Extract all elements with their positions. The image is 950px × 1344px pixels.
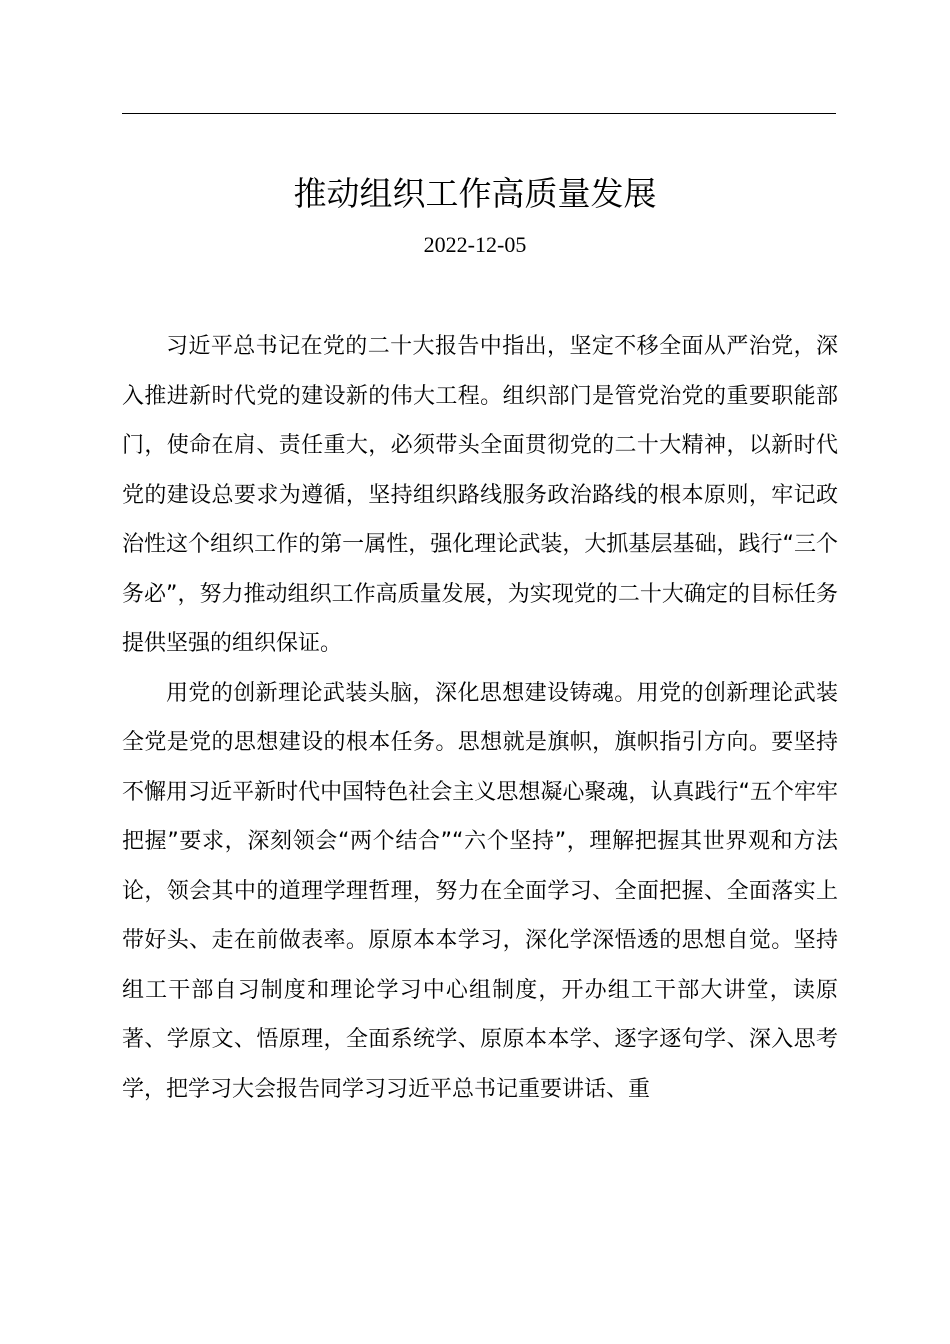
document-date: 2022-12-05 [423,232,527,257]
document-body [122,322,838,1114]
paragraph: 习近平总书记在党的二十大报告中指出，坚定不移全面从严治党，深入推进新时代党的建设新的伟大工程。组织部门是管党治党的重要职能部门，使命在肩、责任重大，必须带头全面贯彻党的二十大精神，以新时代党的建设总要求为遵循，坚持组织路线服务政治路线的根本原则，牢记政治性这个组织工作的第一属性，强化理论武装，大抓基层基础，践行“三个务必”，努力推动组织工作高质量发展，为实现党的二十大确定的目标任务提供坚强的组织保证。 [122,334,838,656]
paragraph: 用党的创新理论武装头脑，深化思想建设铸魂。用党的创新理论武装全党是党的思想建设的根本任务。思想就是旗帜，旗帜指引方向。要坚持不懈用习近平新时代中国特色社会主义思想凝心聚魂，认真践行“五个牢牢把握”要求，深刻领会“两个结合”“六个坚持”，理解把握其世界观和方法论，领会其中的道理学理哲理，努力在全面学习、全面把握、全面落实上带好头、走在前做表率。原原本本学习，深化学深悟透的思想自觉。坚持组工干部自习制度和理论学习中心组制度，开办组工干部大讲堂，读原著、学原文、悟原理，全面系统学、原原本本学、逐字逐句学、深入思考学，把学习大会报告同学习习近平总书记重要讲话、重 [122,680,838,1102]
document-title: 推动组织工作高质量发展 [293,174,657,213]
header-rule [122,113,836,114]
